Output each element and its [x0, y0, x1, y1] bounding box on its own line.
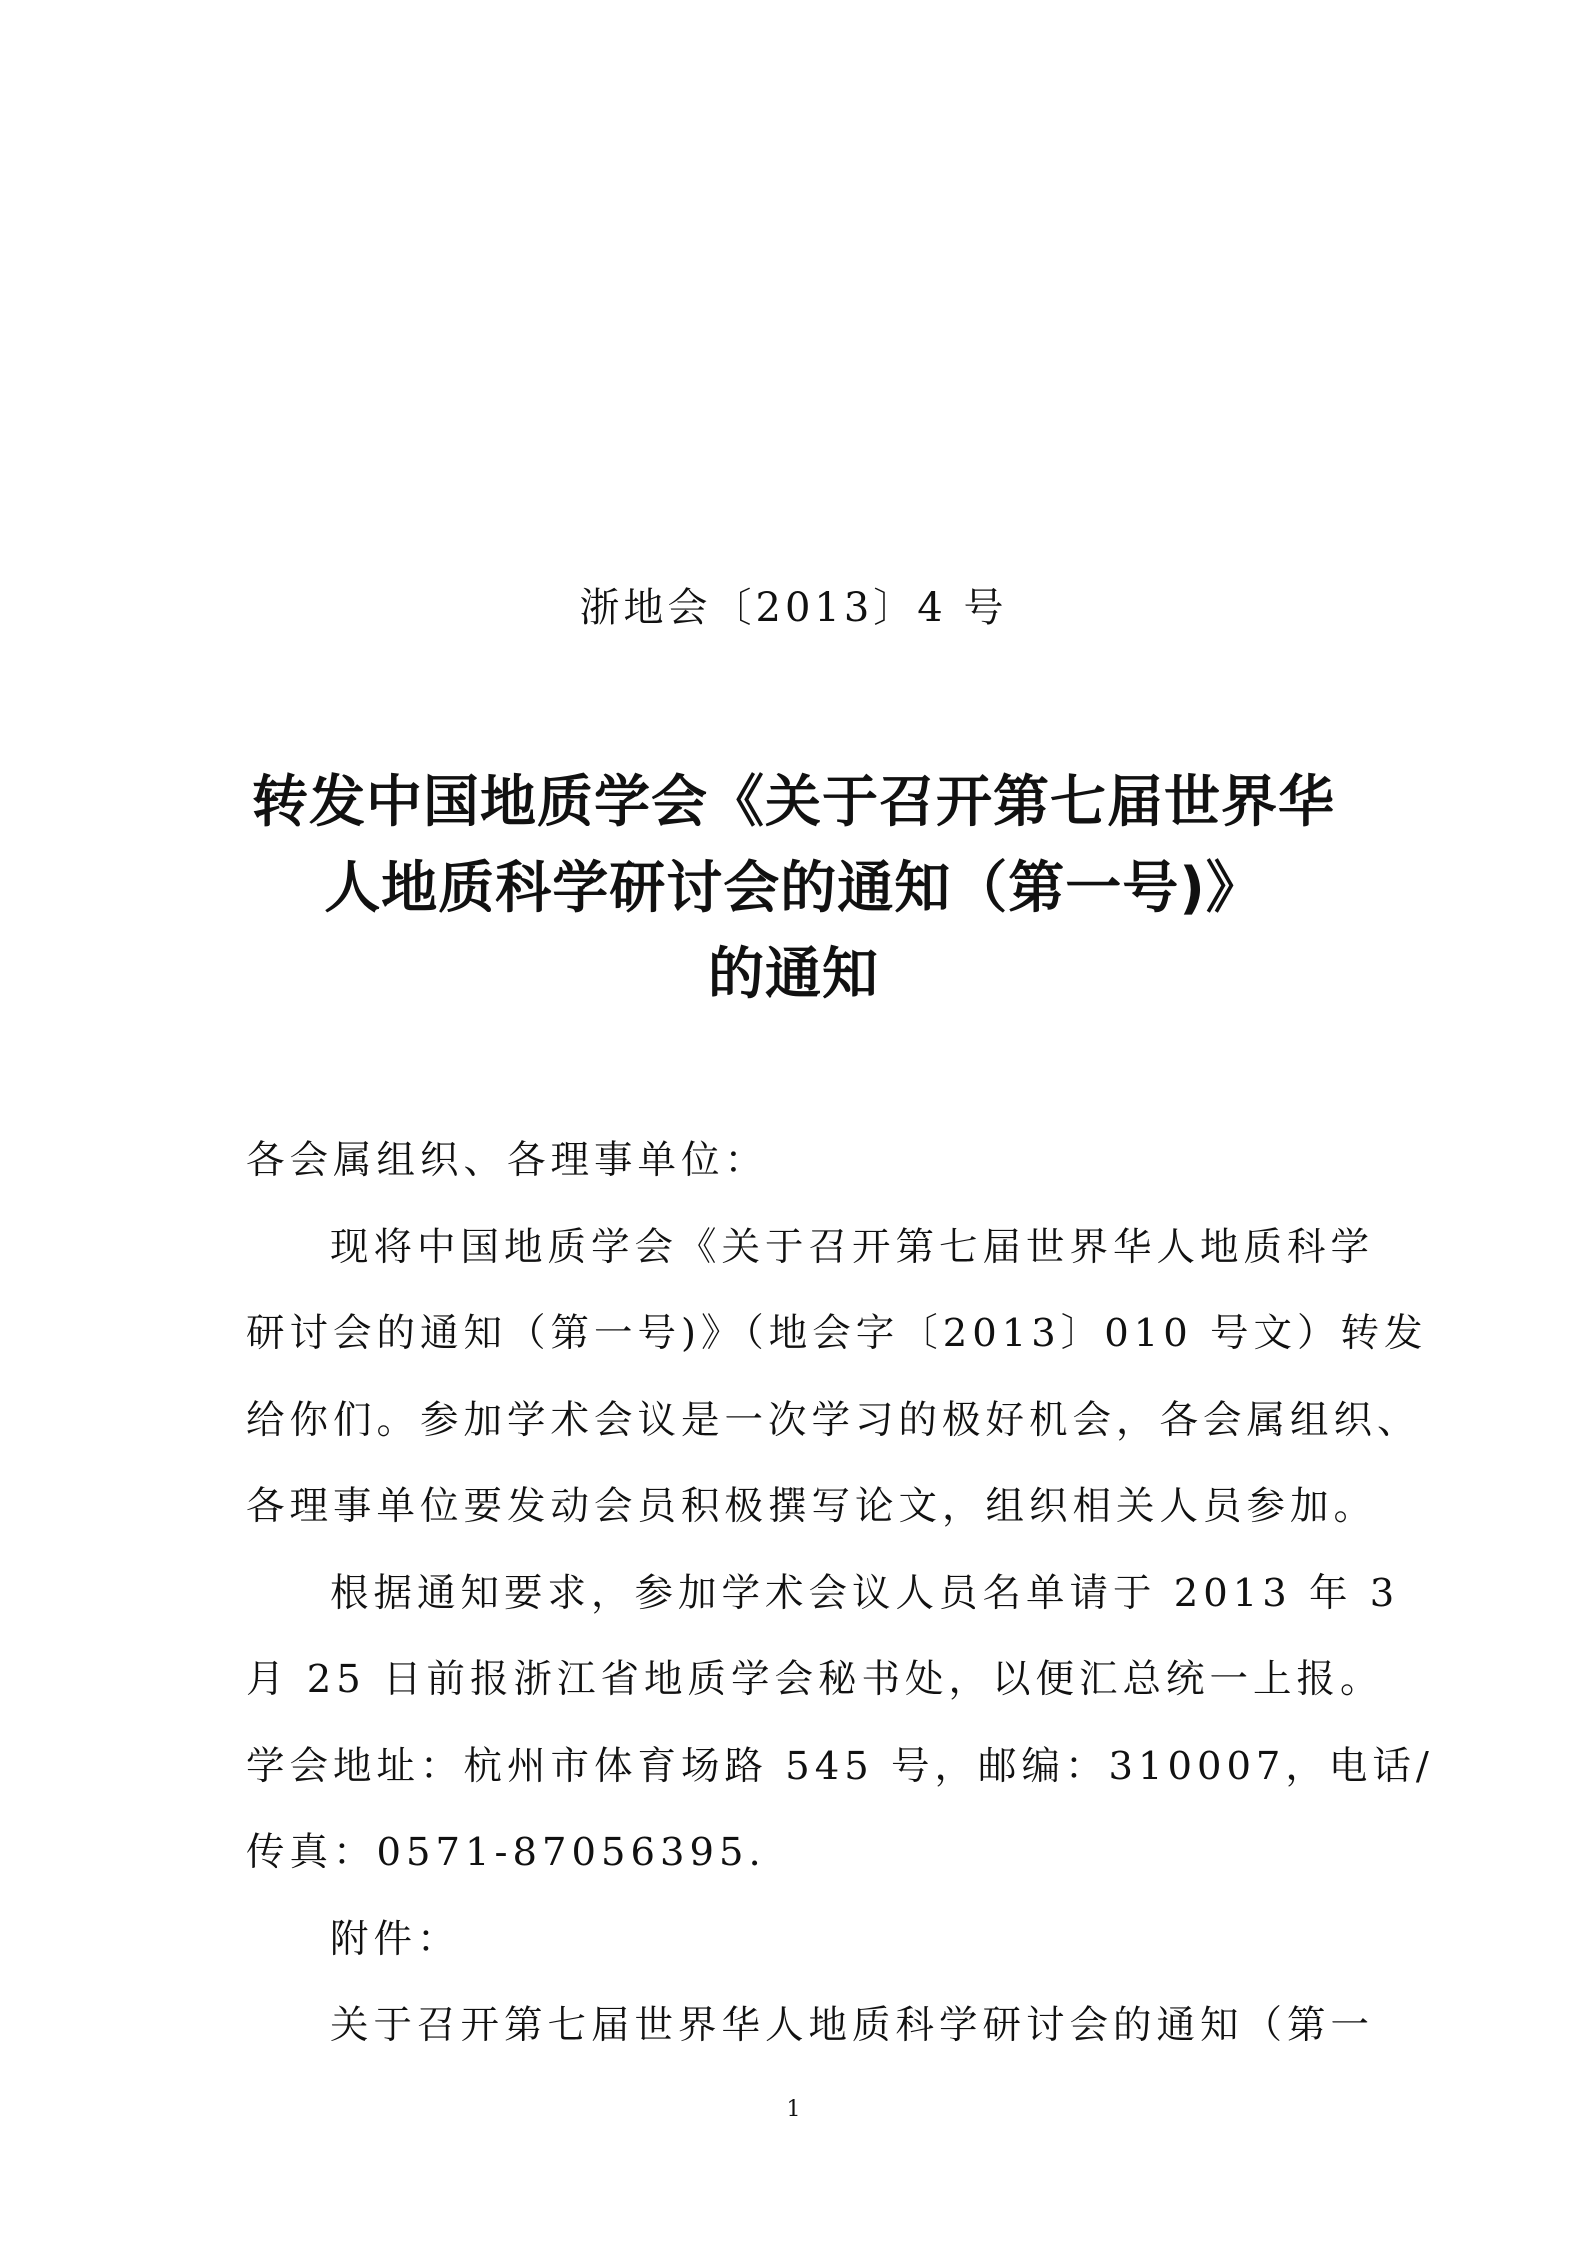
attachment-title: 关于召开第七届世界华人地质科学研讨会的通知（第一 [330, 2003, 1375, 2048]
document-number: 浙地会〔2013〕4 号 [579, 585, 1008, 631]
body-line: 研讨会的通知（第一号)》（地会字〔2013〕010 号文）转发 [246, 1311, 1428, 1356]
body-line: 月 25 日前报浙江省地质学会秘书处，以便汇总统一上报。 [246, 1657, 1384, 1702]
document-body [246, 1118, 1434, 2070]
document-title [230, 760, 1357, 1018]
body-line: 现将中国地质学会《关于召开第七届世界华人地质科学 [330, 1224, 1375, 1270]
body-line: 根据通知要求，参加学术会议人员名单请于 2013 年 3 [330, 1570, 1400, 1616]
page-number: 1 [786, 2097, 801, 2122]
salutation: 各会属组织、各理事单位： [246, 1138, 769, 1183]
body-line: 传真：0571-87056395. [246, 1830, 766, 1875]
body-line: 给你们。参加学术会议是一次学习的极好机会，各会属组织、 [246, 1397, 1421, 1443]
body-line: 各理事单位要发动会员积极撰写论文，组织相关人员参加。 [246, 1484, 1378, 1529]
attachment-label: 附件： [330, 1916, 461, 1962]
body-line: 学会地址：杭州市体育场路 545 号，邮编：310007，电话/ [246, 1743, 1434, 1789]
title-line-3: 的通知 [708, 942, 879, 1007]
title-line-2: 人地质科学研讨会的通知（第一号)》 [324, 856, 1263, 921]
title-line-1: 转发中国地质学会《关于召开第七届世界华 [252, 770, 1335, 835]
